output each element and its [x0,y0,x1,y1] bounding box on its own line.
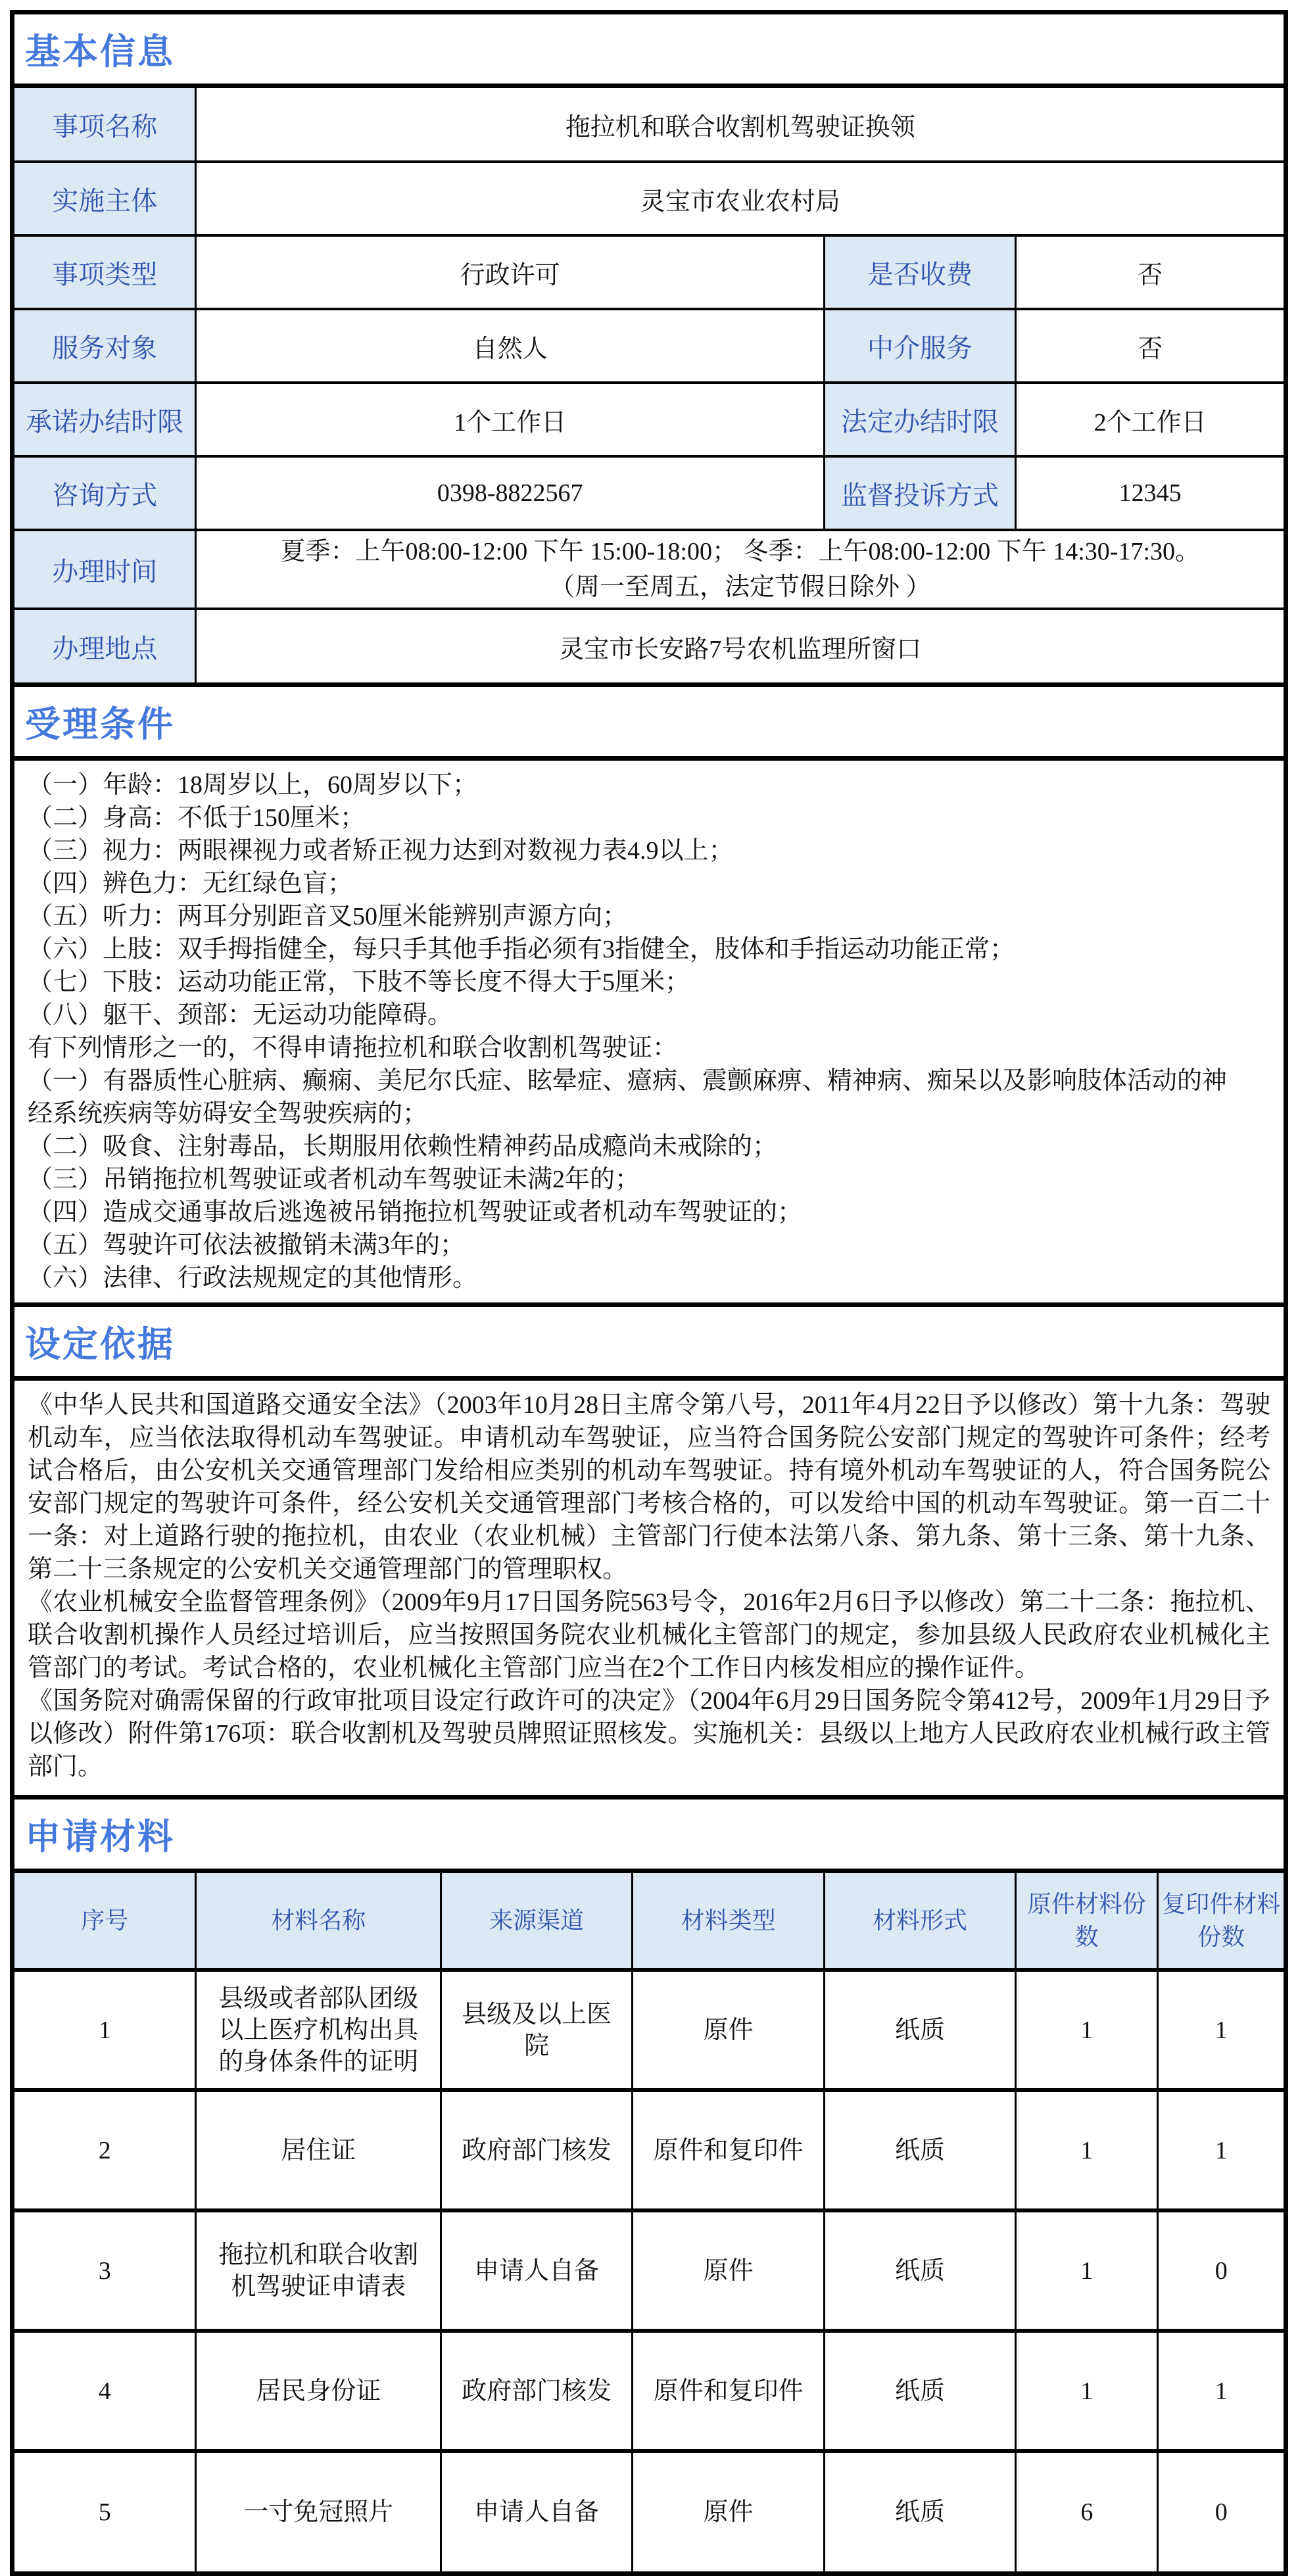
section-divider [14,1795,1284,1800]
condition-line: （一）有器质性心脏病、癫痫、美尼尔氏症、眩晕症、癔病、震颤麻痹、精神病、痴呆以及影响肢体活动的神 [28,1067,1228,1095]
material-name: 拖拉机和联合收割机驾驶证申请表 [196,2210,441,2331]
material-original-count: 1 [1016,1970,1158,2090]
material-type: 原件和复印件 [633,2331,824,2451]
field-value-cell: 拖拉机和联合收割机驾驶证换领 [196,88,1284,162]
section-title-acceptance [14,687,1284,756]
field-label-cell: 事项名称 [14,88,196,162]
acceptance-conditions-block [14,761,1284,1302]
table-row [14,88,1284,162]
table-row [14,609,1284,682]
material-type: 原件 [633,1970,824,2090]
material-name: 居民身份证 [196,2331,441,2451]
field-value-cell [196,530,1284,609]
condition-line: （三）吊销拖拉机驾驶证或者机动车驾驶证未满2年的； [28,1166,640,1193]
material-form: 纸质 [824,1970,1015,2090]
basic-info-table [14,88,1284,682]
material-form: 纸质 [824,2090,1015,2210]
office-hours-line2: （周一至周五，法定节假日除外 ） [549,573,931,601]
material-source: 县级及以上医院 [441,1970,632,2090]
condition-line: （二）身高：不低于150厘米； [28,804,366,832]
material-copy-count: 1 [1158,2090,1284,2210]
field-value-cell: 灵宝市长安路7号农机监理所窗口 [196,609,1284,682]
materials-table [14,1873,1284,2571]
condition-line: （八）躯干、颈部：无运动功能障碍。 [28,1001,453,1029]
material-copy-count: 1 [1158,1970,1284,2090]
field-label-cell: 法定办结时限 [824,383,1015,456]
field-value-cell: 否 [1016,235,1284,309]
section-title-legal-basis [14,1307,1284,1376]
column-header: 材料形式 [824,1873,1015,1970]
condition-line: （六）法律、行政法规规定的其他情形。 [28,1264,478,1292]
section-divider [14,756,1284,761]
material-type: 原件和复印件 [633,2090,824,2210]
condition-line: 有下列情形之一的，不得申请拖拉机和联合收割机驾驶证： [28,1034,678,1062]
document-page [0,10,1298,2574]
field-label-cell: 是否收费 [824,235,1015,309]
material-type: 原件 [633,2210,824,2331]
section-title-text: 设定依据 [25,1325,175,1364]
field-value-cell: 否 [1016,309,1284,383]
field-label-cell: 监督投诉方式 [824,456,1015,530]
field-value-cell: 0398-8822567 [196,456,824,530]
condition-line: （四）辨色力：无红绿色盲； [28,870,353,897]
section-title-text: 受理条件 [25,705,175,744]
field-label-cell: 办理地点 [14,609,196,682]
table-row [14,309,1284,383]
material-seq: 5 [14,2451,196,2571]
legal-basis-block [14,1381,1284,1795]
material-original-count: 1 [1016,2210,1158,2331]
field-value-cell: 行政许可 [196,235,824,309]
section-title-materials [14,1800,1284,1869]
materials-header-row [14,1873,1284,1970]
material-type: 原件 [633,2451,824,2571]
legal-paragraph: 《国务院对确需保留的行政审批项目设定行政许可的决定》（2004年6月29日国务院令第412号，2009年1月29日予以修改）附件第176项：联合收割机及驾驶员牌照证照核发。实施机关：县级以上地方人民政府农业机械行政主管部门。 [28,1687,1270,1780]
material-seq: 3 [14,2210,196,2331]
table-row [14,383,1284,456]
section-title-text: 申请材料 [25,1817,175,1857]
column-header: 复印件材料份数 [1158,1873,1284,1970]
material-form: 纸质 [824,2210,1015,2331]
section-divider [14,1376,1284,1381]
material-source: 申请人自备 [441,2210,632,2331]
material-original-count: 1 [1016,2331,1158,2451]
office-hours-line1: 夏季：上午08:00-12:00 下午 15:00-18:00； 冬季：上午08:00-12:00 下午 14:30-17:30。 [280,538,1201,565]
field-value-cell: 2个工作日 [1016,383,1284,456]
section-divider [14,1869,1284,1873]
material-row [14,2210,1284,2331]
field-label-cell: 服务对象 [14,309,196,383]
field-label-cell: 办理时间 [14,530,196,609]
column-header: 来源渠道 [441,1873,632,1970]
section-divider [14,1302,1284,1307]
field-label-cell: 咨询方式 [14,456,196,530]
column-header: 序号 [14,1873,196,1970]
legal-paragraph: 《中华人民共和国道路交通安全法》（2003年10月28日主席令第八号，2011年4月22日予以修改）第十九条：驾驶机动车，应当依法取得机动车驾驶证。申请机动车驾驶证，应当符合国务院公安部门规定的驾驶许可条件；经考试合格后，由公安机关交通管理部门发给相应类别的机动车驾驶证。持有境外机动车驾驶证的人，符合国务院公安部门规定的驾驶许可条件，经公安机关交通管理部门考核合格的，可以发给中国的机动车驾驶证。第一百二十一条：对上道路行驶的拖拉机，由农业（农业机械）主管部门行使本法第八条、第九条、第十三条、第十九条、第二十三条规定的公安机关交通管理部门的管理职权。 [28,1391,1270,1583]
material-original-count: 6 [1016,2451,1158,2571]
material-name: 县级或者部队团级以上医疗机构出具的身体条件的证明 [196,1970,441,2090]
material-source: 政府部门核发 [441,2331,632,2451]
field-value-cell: 12345 [1016,456,1284,530]
material-copy-count: 1 [1158,2331,1284,2451]
condition-line: （三）视力：两眼裸视力或者矫正视力达到对数视力表4.9以上； [28,837,734,865]
condition-line: （六）上肢：双手拇指健全，每只手其他手指必须有3指健全，肢体和手指运动功能正常； [28,936,1015,963]
table-row [14,162,1284,235]
field-label-cell: 事项类型 [14,235,196,309]
material-name: 居住证 [196,2090,441,2210]
section-title-text: 基本信息 [25,32,175,72]
section-divider [14,682,1284,687]
material-seq: 1 [14,1970,196,2090]
field-label-cell: 承诺办结时限 [14,383,196,456]
material-seq: 2 [14,2090,196,2210]
field-value-cell: 自然人 [196,309,824,383]
condition-line: （七）下肢：运动功能正常，下肢不等长度不得大于5厘米； [28,968,690,996]
column-header: 材料类型 [633,1873,824,1970]
material-name: 一寸免冠照片 [196,2451,441,2571]
table-row [14,235,1284,309]
bordered-page-frame [10,10,1288,2576]
condition-line: （五）驾驶许可依法被撤销未满3年的； [28,1231,466,1259]
condition-line: （五）听力：两耳分别距音叉50厘米能辨别声源方向； [28,903,628,930]
field-label-cell: 实施主体 [14,162,196,235]
section-divider [14,83,1284,88]
legal-paragraph: 《农业机械安全监督管理条例》（2009年9月17日国务院563号令，2016年2月6日予以修改）第二十二条：拖拉机、联合收割机操作人员经过培训后，应当按照国务院农业机械化主管部门的规定，参加县级人民政府农业机械化主管部门的考试。考试合格的，农业机械化主管部门应当在2个工作日内核发相应的操作证件。 [28,1588,1270,1682]
column-header: 材料名称 [196,1873,441,1970]
material-original-count: 1 [1016,2090,1158,2210]
field-value-cell: 灵宝市农业农村局 [196,162,1284,235]
material-row [14,2090,1284,2210]
table-row [14,456,1284,530]
condition-line: （二）吸食、注射毒品，长期服用依赖性精神药品成瘾尚未戒除的； [28,1133,778,1160]
material-seq: 4 [14,2331,196,2451]
material-row [14,1970,1284,2090]
column-header: 原件材料份数 [1016,1873,1158,1970]
condition-line: （四）造成交通事故后逃逸被吊销拖拉机驾驶证或者机动车驾驶证的； [28,1199,803,1226]
material-copy-count: 0 [1158,2210,1284,2331]
material-source: 政府部门核发 [441,2090,632,2210]
material-copy-count: 0 [1158,2451,1284,2571]
field-value-cell: 1个工作日 [196,383,824,456]
table-row [14,530,1284,609]
condition-line: 经系统疾病等妨碍安全驾驶疾病的； [28,1100,428,1128]
condition-line: （一）年龄：18周岁以上，60周岁以下； [28,771,478,799]
field-label-cell: 中介服务 [824,309,1015,383]
material-form: 纸质 [824,2451,1015,2571]
section-title-basic-info [14,14,1284,83]
material-form: 纸质 [824,2331,1015,2451]
material-row [14,2331,1284,2451]
material-row [14,2451,1284,2571]
material-source: 申请人自备 [441,2451,632,2571]
